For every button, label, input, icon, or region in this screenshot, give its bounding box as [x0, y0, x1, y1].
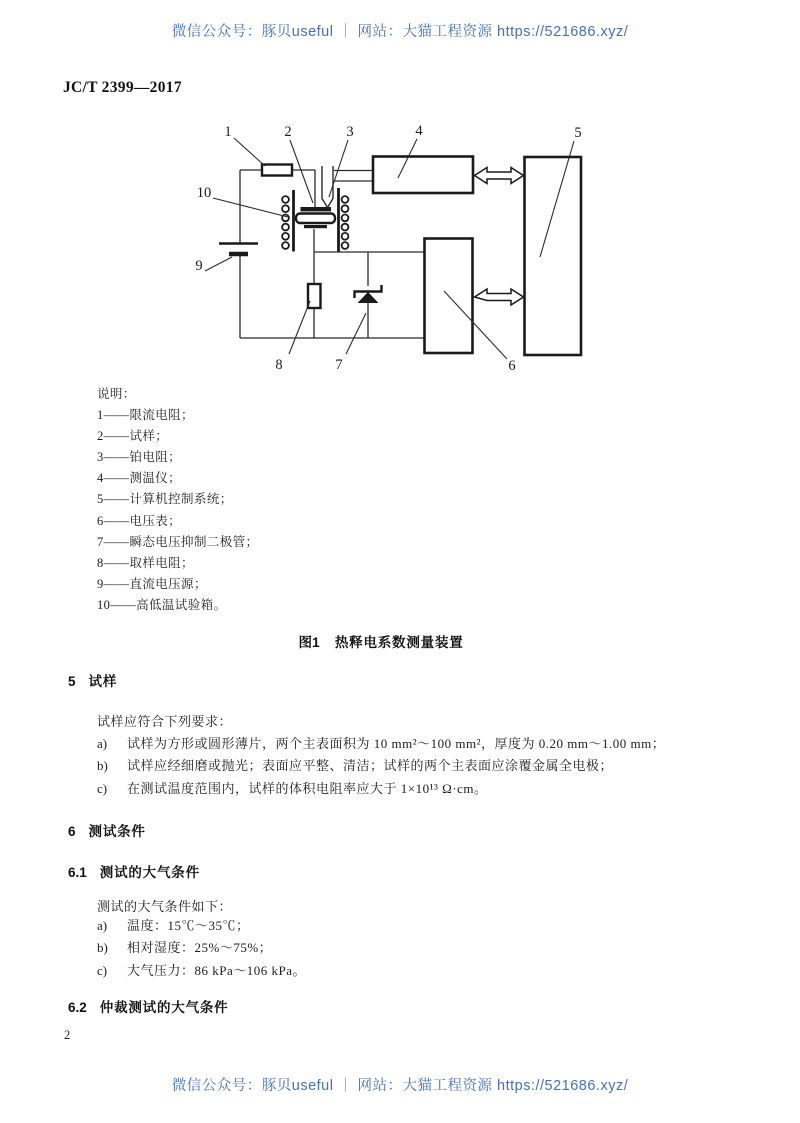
legend-item-2: 2——试样； [97, 429, 169, 444]
section-5-intro: 试样应符合下列要求： [97, 714, 233, 729]
figure-caption-title: 热释电系数测量装置 [334, 635, 464, 650]
list-item-b [97, 937, 306, 959]
section-6-number: 6 [68, 824, 76, 839]
sample-symbol [296, 207, 335, 228]
arrow-6-5 [475, 289, 524, 305]
circuit-wires [240, 170, 425, 338]
tvs-diode-symbol [355, 285, 382, 303]
figure-caption-number: 图1 [298, 635, 320, 650]
list-item-b [97, 755, 665, 777]
list-item-c [97, 960, 306, 982]
section-6-2-heading [68, 996, 228, 1016]
legend-item-3: 3——铂电阻； [97, 450, 182, 465]
page-number: 2 [64, 1028, 71, 1042]
section-6-1-list [97, 915, 306, 982]
section-6-2-number: 6.2 [68, 1000, 87, 1015]
section-6-1-heading [68, 861, 200, 881]
item-marker: b) [97, 940, 108, 956]
section-6-title: 测试条件 [88, 824, 146, 839]
item-text: 温度：15℃～35℃； [127, 918, 250, 933]
diagram-label-1: 1 [224, 124, 232, 140]
diagram-label-10: 10 [196, 185, 212, 201]
figure-legend [97, 384, 258, 616]
diagram-label-4: 4 [415, 123, 423, 139]
data-link-arrows [475, 168, 524, 306]
item-marker: b) [97, 758, 108, 774]
item-marker: a) [97, 736, 108, 751]
section-5-number: 5 [68, 674, 76, 689]
diagram-label-7: 7 [335, 357, 343, 373]
box-thermometer [373, 157, 473, 194]
figure-caption [0, 631, 762, 651]
section-5-list [97, 733, 665, 800]
resistor-8-symbol [308, 284, 321, 308]
diagram-label-6: 6 [508, 358, 516, 374]
diagram-label-2: 2 [284, 124, 292, 140]
list-item-c [97, 778, 665, 800]
item-marker: c) [97, 962, 108, 978]
diagram-label-3: 3 [346, 124, 354, 140]
item-text: 大气压力：86 kPa～106 kPa。 [127, 962, 307, 978]
list-item-a [97, 915, 306, 937]
diagram-label-8: 8 [275, 357, 283, 373]
legend-item-6: 6——电压表； [97, 513, 182, 528]
platinum-probe-symbol [322, 166, 333, 208]
standard-code: JC/T 2399—2017 [63, 79, 182, 96]
watermark-header: 微信公众号：豚贝useful ｜ 网站：大猫工程资源 https://521686.xyz/ [171, 24, 629, 40]
legend-item-8: 8——取样电阻； [97, 555, 194, 570]
section-6-1-intro: 测试的大气条件如下： [97, 899, 233, 914]
battery-symbol [219, 244, 258, 255]
section-6-1-number: 6.1 [68, 865, 87, 880]
item-text: 试样应经细磨或抛光；表面应平整、清洁；试样的两个主表面应涂覆金属全电极； [127, 758, 614, 774]
legend-item-9: 9——直流电压源； [97, 576, 207, 591]
section-5-heading [68, 670, 117, 690]
legend-item-4: 4——测温仪； [97, 471, 182, 486]
item-text: 在测试温度范围内，试样的体积电阻率应大于 1×10¹³ Ω·cm。 [127, 780, 488, 796]
legend-item-7: 7——瞬态电压抑制二极管； [97, 534, 259, 549]
legend-item-1: 1——限流电阻； [97, 408, 194, 423]
arrow-4-5 [475, 168, 524, 184]
legend-item-10: 10——高低温试验箱。 [97, 597, 227, 612]
list-item-a [97, 733, 665, 755]
resistor-1-symbol [262, 165, 292, 176]
diagram-label-9: 9 [195, 258, 203, 274]
section-5-title: 试样 [88, 674, 118, 689]
item-marker: a) [97, 918, 108, 933]
legend-title: 说明： [97, 387, 136, 401]
item-text: 相对湿度：25%～75%； [127, 940, 273, 956]
figure1-diagram [193, 116, 593, 382]
section-6-heading [68, 820, 146, 840]
diagram-label-5: 5 [574, 125, 582, 141]
item-marker: c) [97, 780, 108, 796]
section-6-1-title: 测试的大气条件 [99, 865, 200, 880]
box-computer [525, 157, 582, 355]
watermark-footer: 微信公众号：豚贝useful ｜ 网站：大猫工程资源 https://521686.xyz/ [171, 1078, 629, 1094]
section-6-2-title: 仲裁测试的大气条件 [99, 1000, 229, 1015]
legend-item-5: 5——计算机控制系统； [97, 492, 233, 507]
item-text: 试样为方形或圆形薄片，两个主表面积为 10 mm²～100 mm²，厚度为 0.20 mm～1.00 mm； [127, 736, 666, 751]
